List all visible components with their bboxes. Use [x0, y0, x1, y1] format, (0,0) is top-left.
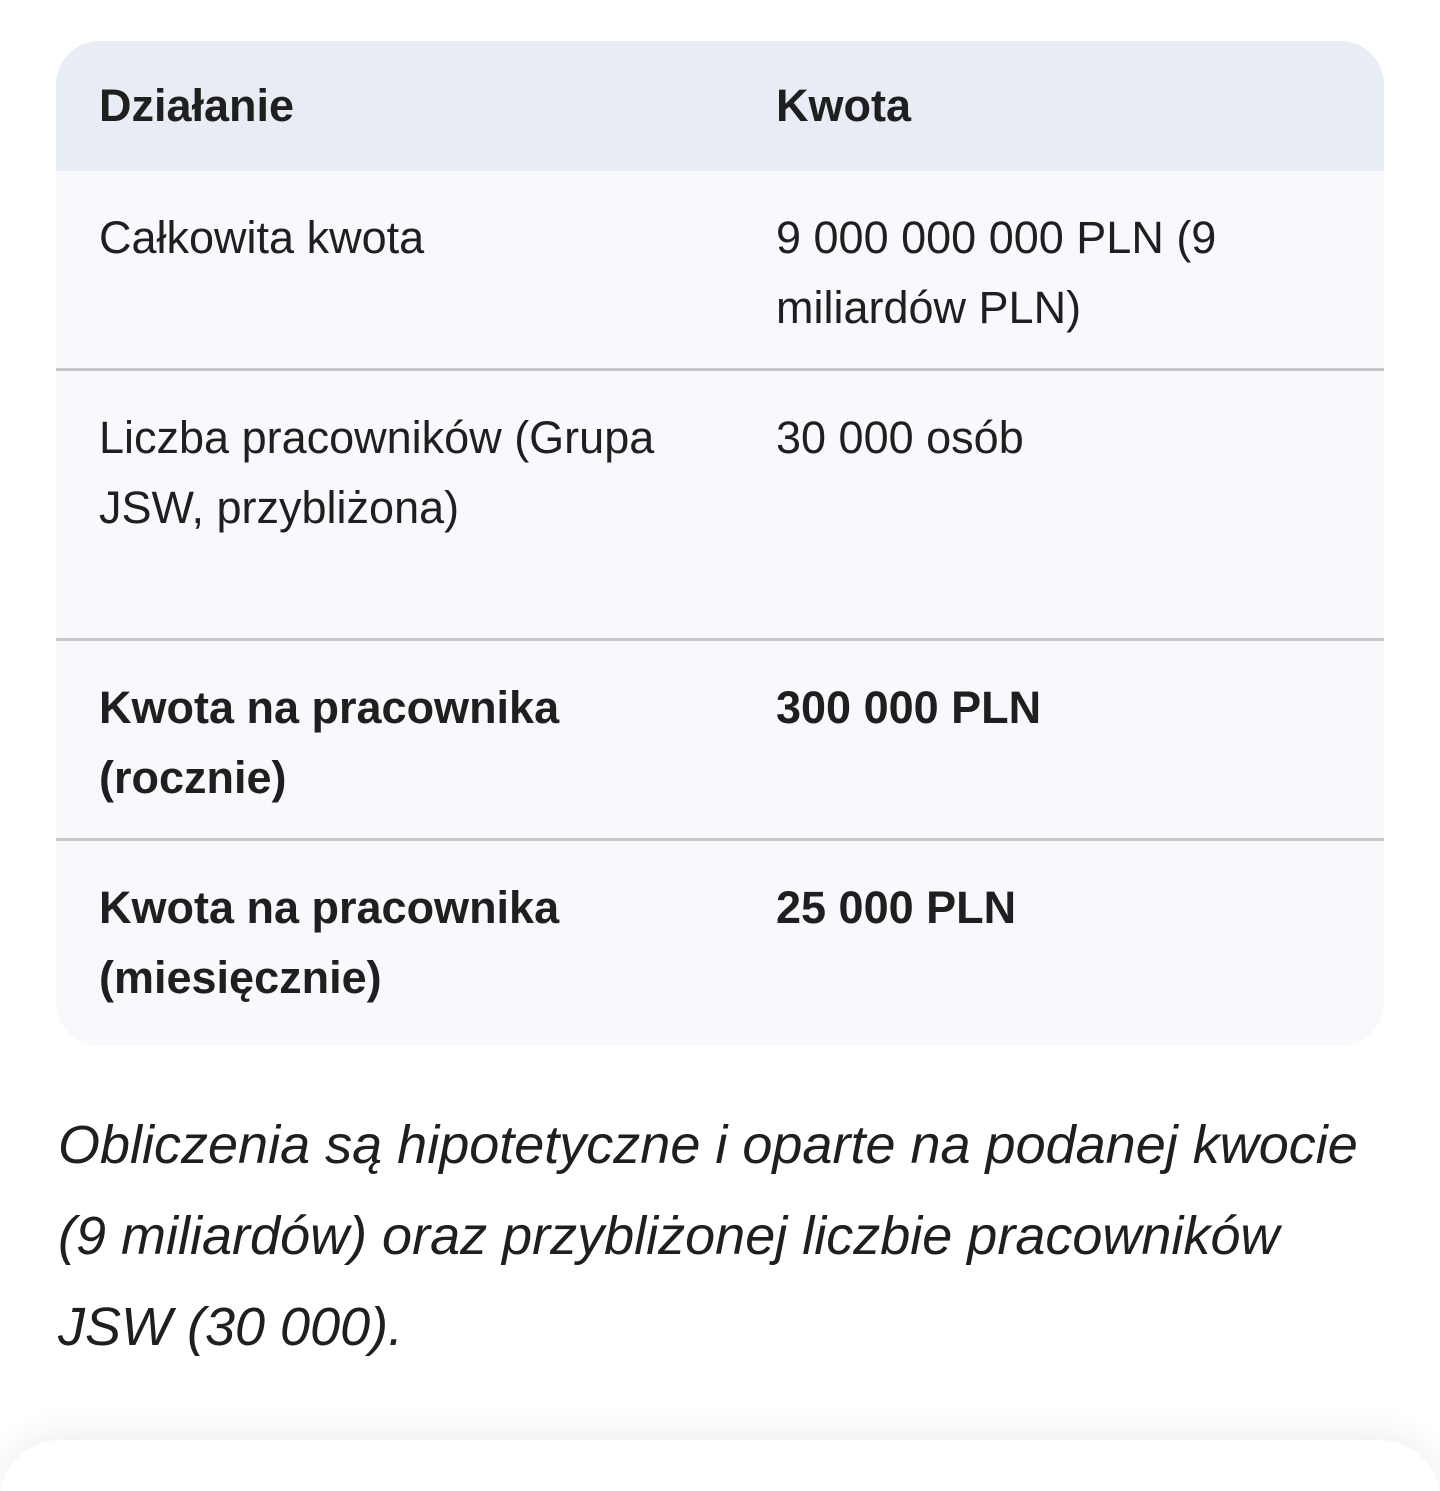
column-header-amount: Kwota — [776, 80, 911, 131]
row-label: Całkowita kwota — [99, 212, 425, 263]
row-label: Liczba pracowników (Grupa JSW, przybliżona) — [99, 411, 655, 533]
results-table — [56, 41, 1384, 1045]
row-value: 25 000 PLN — [776, 881, 1017, 933]
table-row — [56, 839, 1384, 1045]
row-value: 300 000 PLN — [776, 681, 1042, 733]
table-row — [56, 369, 1384, 639]
row-value: 9 000 000 000 PLN (9 miliardów PLN) — [776, 212, 1217, 333]
results-table-card — [56, 41, 1384, 1046]
row-label: Kwota na pracownika (miesięcznie) — [99, 881, 560, 1003]
footnote-text: Obliczenia są hipotetyczne i oparte na podanej kwocie (9 miliardów) oraz przybliżonej liczbie pracowników JSW (30 000). — [58, 1115, 1358, 1357]
row-value: 30 000 osób — [776, 411, 1024, 463]
row-label: Kwota na pracownika (rocznie) — [99, 681, 560, 803]
table-row — [56, 639, 1384, 839]
table-row — [56, 171, 1384, 369]
table-header-row — [56, 41, 1384, 171]
input-panel-edge — [0, 1440, 1440, 1491]
column-header-action: Działanie — [99, 80, 295, 131]
